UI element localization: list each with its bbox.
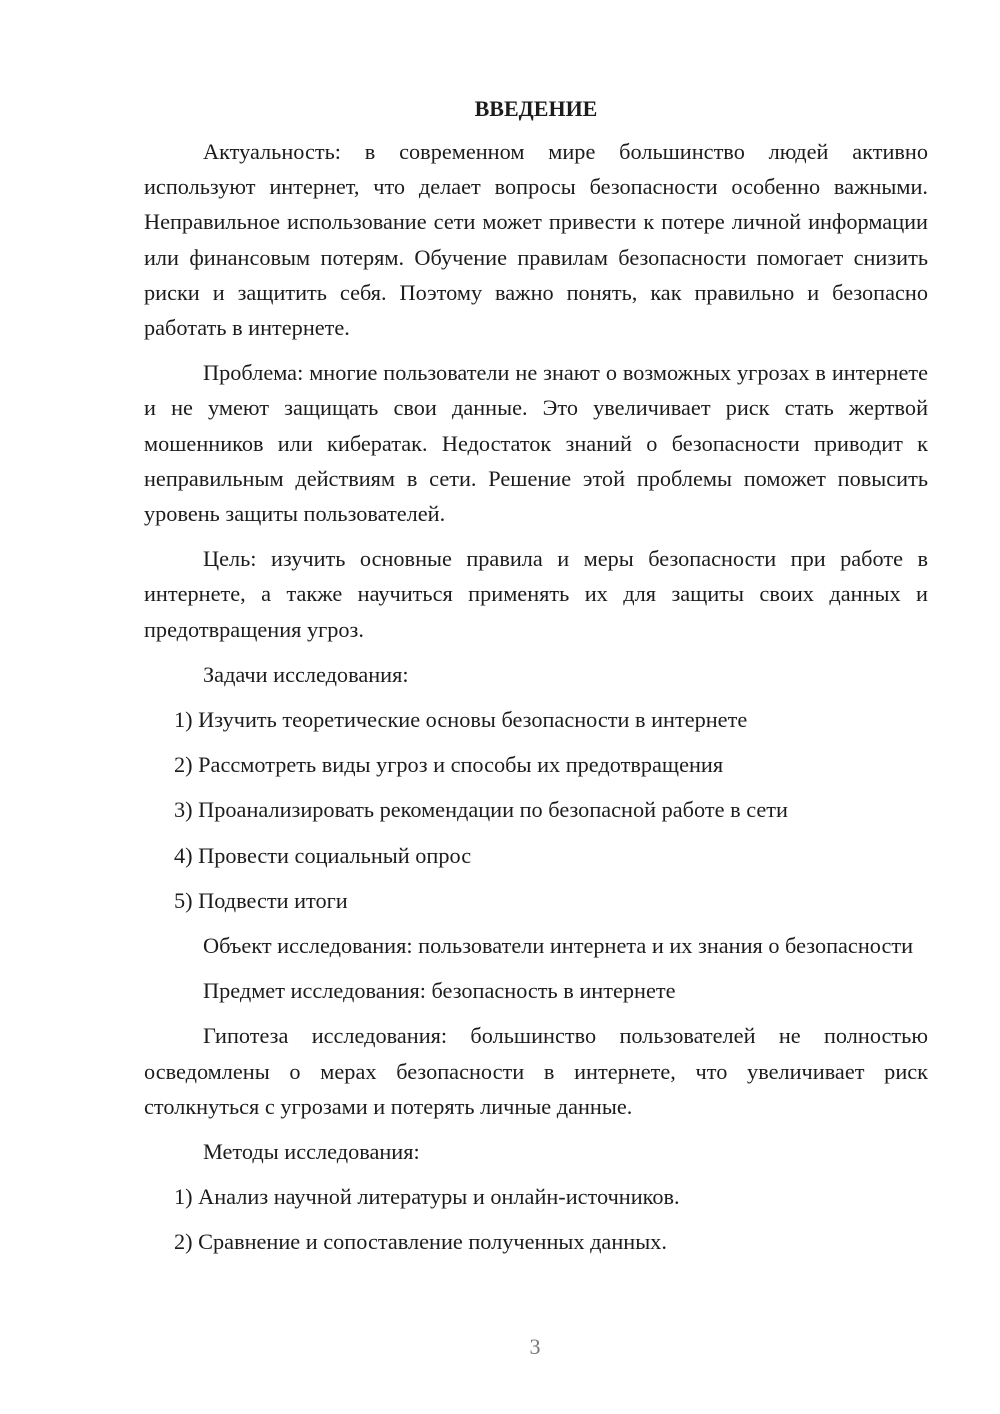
hypothesis-paragraph: Гипотеза исследования: большинство пользователей не полностью осведомлены о мерах безопасности в интернете, что увеличивает риск столкнуться с угрозами и потерять личные данные. bbox=[144, 1023, 928, 1119]
task-item: 5) Подвести итоги bbox=[174, 887, 348, 913]
task-item: 2) Рассмотреть виды угроз и способы их предотвращения bbox=[174, 752, 724, 778]
page-content bbox=[144, 94, 928, 1270]
method-item: 2) Сравнение и сопоставление полученных данных. bbox=[174, 1229, 667, 1255]
relevance-paragraph: Актуальность: в современном мире большинство людей активно используют интернет, что делает вопросы безопасности особенно важными. Неправильное использование сети может привести к потере личной информации или финансовым потерям. Обучение правилам безопасности помогает снизить риски и защитить себя. Поэтому важно понять, как правильно и безопасно работать в интернете. bbox=[144, 139, 928, 341]
task-item: 3) Проанализировать рекомендации по безопасной работе в сети bbox=[174, 797, 788, 823]
object-paragraph: Объект исследования: пользователи интернета и их знания о безопасности bbox=[203, 933, 914, 959]
methods-heading: Методы исследования: bbox=[203, 1139, 420, 1165]
problem-paragraph: Проблема: многие пользователи не знают о возможных угрозах в интернете и не умеют защищать свои данные. Это увеличивает риск стать жертвой мошенников или кибератак. Недостаток знаний о безопасности приводит к неправильным действиям в сети. Решение этой проблемы поможет повысить уровень защиты пользователей. bbox=[144, 360, 928, 527]
subject-paragraph: Предмет исследования: безопасность в интернете bbox=[203, 978, 676, 1004]
tasks-heading: Задачи исследования: bbox=[203, 661, 409, 687]
task-item: 1) Изучить теоретические основы безопасности в интернете bbox=[174, 707, 748, 733]
method-item: 1) Анализ научной литературы и онлайн-источников. bbox=[174, 1184, 680, 1210]
task-item: 4) Провести социальный опрос bbox=[174, 842, 472, 868]
section-title: ВВЕДЕНИЕ bbox=[474, 96, 598, 121]
page-number: 3 bbox=[529, 1334, 541, 1359]
goal-paragraph: Цель: изучить основные правила и меры безопасности при работе в интернете, а также научиться применять их для защиты своих данных и предотвращения угроз. bbox=[144, 546, 928, 642]
